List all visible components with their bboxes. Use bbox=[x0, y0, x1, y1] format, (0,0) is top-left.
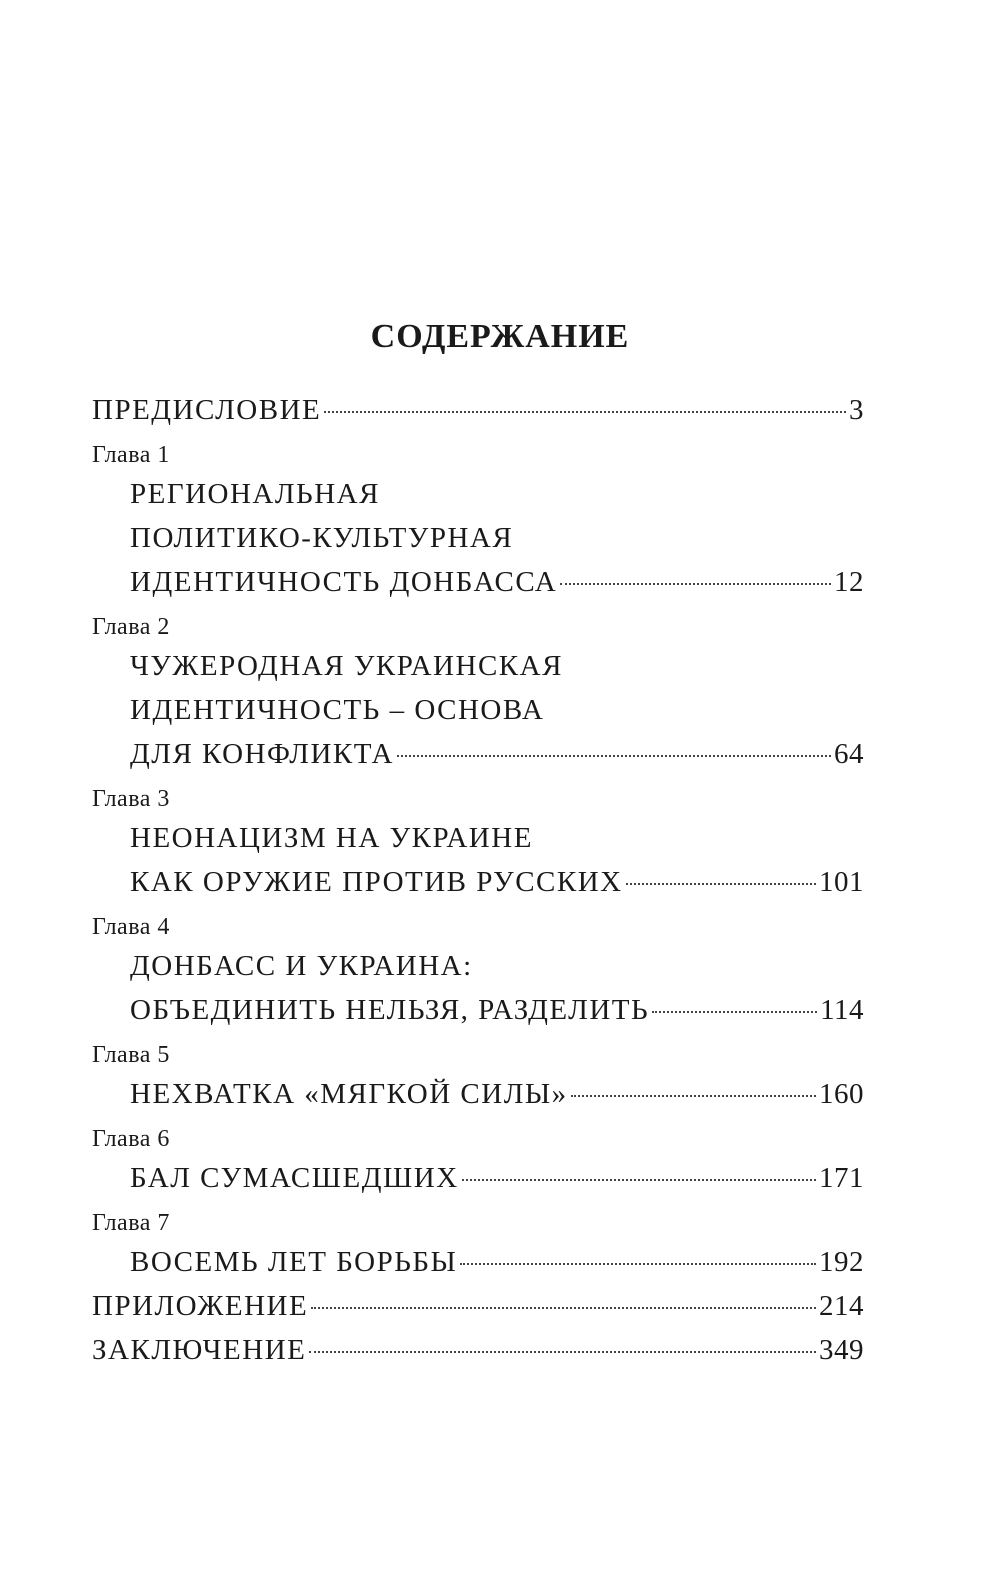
toc-page-number: 214 bbox=[819, 1290, 864, 1322]
dot-leader bbox=[560, 583, 831, 585]
toc-chapter-7[interactable] bbox=[92, 1206, 864, 1284]
chapter-label: Глава 6 bbox=[92, 1126, 170, 1152]
chapter-title-text: ЧУЖЕРОДНАЯ УКРАИНСКАЯ bbox=[130, 650, 563, 682]
chapter-title-line bbox=[92, 1072, 864, 1116]
toc-entry-label: ПРЕДИСЛОВИЕ bbox=[92, 394, 322, 426]
chapter-label: Глава 3 bbox=[92, 786, 170, 812]
toc-entry-appendix[interactable] bbox=[92, 1284, 864, 1328]
toc-entry-label: ЗАКЛЮЧЕНИЕ bbox=[92, 1334, 307, 1366]
chapter-title-text: ДОНБАСС И УКРАИНА: bbox=[130, 950, 473, 982]
toc-page-number: 114 bbox=[820, 994, 864, 1026]
chapter-title-line bbox=[92, 944, 864, 988]
dot-leader bbox=[571, 1095, 816, 1097]
toc-chapter-4[interactable] bbox=[92, 910, 864, 1032]
toc-page-number: 160 bbox=[819, 1078, 864, 1110]
chapter-label: Глава 4 bbox=[92, 914, 170, 940]
toc-chapter-1[interactable] bbox=[92, 438, 864, 604]
toc-chapter-5[interactable] bbox=[92, 1038, 864, 1116]
toc-page-number: 349 bbox=[819, 1334, 864, 1366]
chapter-title-text: НЕОНАЦИЗМ НА УКРАИНЕ bbox=[130, 822, 533, 854]
toc-page-number: 101 bbox=[819, 866, 864, 898]
toc-page-number: 12 bbox=[834, 566, 864, 598]
dot-leader bbox=[462, 1179, 816, 1181]
chapter-title-line bbox=[92, 816, 864, 860]
dot-leader bbox=[311, 1307, 816, 1309]
chapter-title-text: ПОЛИТИКО-КУЛЬТУРНАЯ bbox=[130, 522, 514, 554]
chapter-title-line bbox=[92, 688, 864, 732]
toc-entry-label: ПРИЛОЖЕНИЕ bbox=[92, 1290, 309, 1322]
chapter-title-line bbox=[92, 516, 864, 560]
toc-chapter-6[interactable] bbox=[92, 1122, 864, 1200]
dot-leader bbox=[460, 1263, 816, 1265]
chapter-title-line bbox=[92, 560, 864, 604]
chapter-title-text: ДЛЯ КОНФЛИКТА bbox=[130, 738, 394, 770]
toc-chapter-2[interactable] bbox=[92, 610, 864, 776]
chapter-title-text: БАЛ СУМАСШЕДШИХ bbox=[130, 1162, 459, 1194]
toc-page-number: 171 bbox=[819, 1162, 864, 1194]
chapter-title-line bbox=[92, 1156, 864, 1200]
dot-leader bbox=[397, 755, 831, 757]
dot-leader bbox=[324, 411, 846, 413]
toc-page-number: 3 bbox=[849, 394, 864, 426]
chapter-title-text: ИДЕНТИЧНОСТЬ – ОСНОВА bbox=[130, 694, 545, 726]
chapter-label: Глава 1 bbox=[92, 442, 170, 468]
chapter-title-text: ОБЪЕДИНИТЬ НЕЛЬЗЯ, РАЗДЕЛИТЬ bbox=[130, 994, 650, 1026]
toc-page-number: 64 bbox=[834, 738, 864, 770]
chapter-title-line bbox=[92, 860, 864, 904]
toc-entry-preface[interactable] bbox=[92, 388, 864, 432]
chapter-title-line bbox=[92, 644, 864, 688]
chapter-label: Глава 2 bbox=[92, 614, 170, 640]
chapter-title-text: ВОСЕМЬ ЛЕТ БОРЬБЫ bbox=[130, 1246, 458, 1278]
chapter-title-line bbox=[92, 988, 864, 1032]
chapter-title-text: РЕГИОНАЛЬНАЯ bbox=[130, 478, 380, 510]
chapter-label: Глава 7 bbox=[92, 1210, 170, 1236]
chapter-title-line bbox=[92, 472, 864, 516]
toc-page-number: 192 bbox=[819, 1246, 864, 1278]
chapter-title-line bbox=[92, 732, 864, 776]
table-of-contents bbox=[92, 388, 864, 1372]
chapter-title-line bbox=[92, 1240, 864, 1284]
chapter-title-text: НЕХВАТКА «МЯГКОЙ СИЛЫ» bbox=[130, 1078, 568, 1110]
dot-leader bbox=[626, 883, 816, 885]
chapter-title-text: ИДЕНТИЧНОСТЬ ДОНБАССА bbox=[130, 566, 558, 598]
toc-entry-conclusion[interactable] bbox=[92, 1328, 864, 1372]
chapter-label: Глава 5 bbox=[92, 1042, 170, 1068]
dot-leader bbox=[652, 1011, 817, 1013]
dot-leader bbox=[309, 1351, 816, 1353]
page-title: СОДЕРЖАНИЕ bbox=[370, 318, 630, 355]
toc-chapter-3[interactable] bbox=[92, 782, 864, 904]
chapter-title-text: КАК ОРУЖИЕ ПРОТИВ РУССКИХ bbox=[130, 866, 623, 898]
